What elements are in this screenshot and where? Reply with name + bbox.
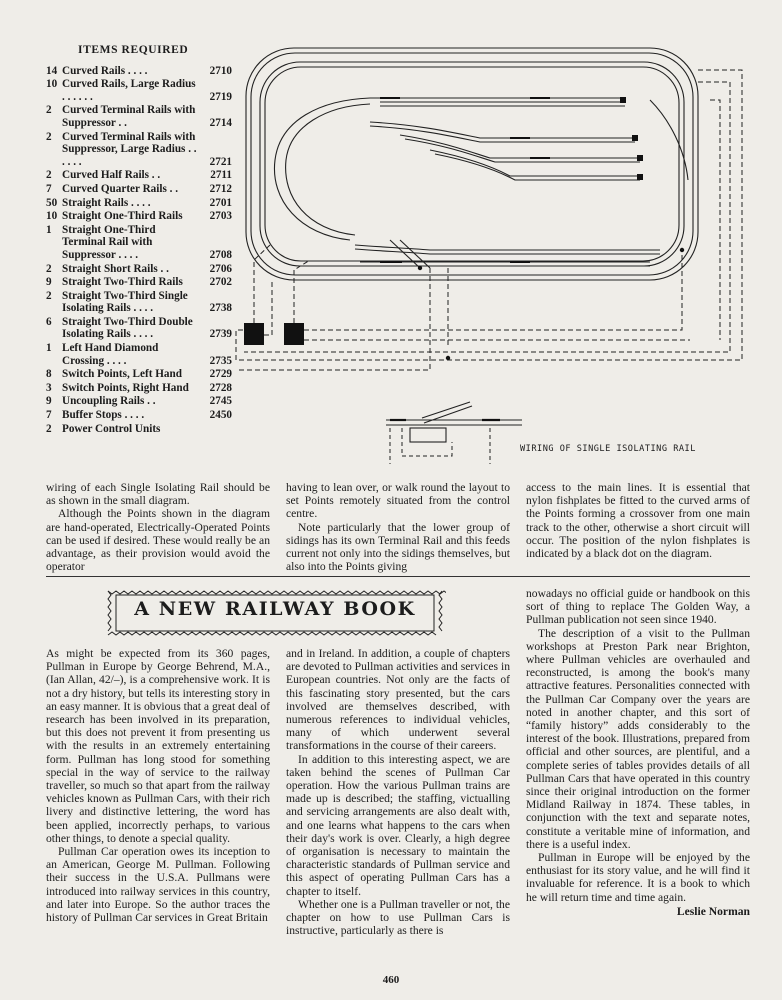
item-row bbox=[46, 78, 232, 103]
paragraph: Note particularly that the lower group of sidings has its own Terminal Rail and this feeds current not only into the sidings themselves, but also into the Points giving bbox=[286, 520, 510, 574]
item-num: 2710 bbox=[209, 64, 232, 77]
intro-column-3 bbox=[526, 481, 750, 560]
item-num: 2701 bbox=[209, 196, 232, 209]
items-required-heading: ITEMS REQUIRED bbox=[78, 44, 189, 56]
item-row bbox=[46, 169, 232, 182]
item-row bbox=[46, 183, 232, 196]
item-num: 2708 bbox=[209, 248, 232, 261]
paragraph: access to the main lines. It is essential that nylon fishplates be fitted to the curved arms of the Points forming a crossover from one main track to the other, otherwise a short circuit will occur. The position of the nylon fishplates is indicated by a black dot on the diagram. bbox=[526, 481, 750, 561]
item-desc: Left Hand Diamond Crossing . . . . bbox=[62, 342, 159, 367]
item-row bbox=[46, 263, 232, 276]
paragraph: having to lean over, or walk round the layout to set Points remotely situated from the control centre. bbox=[286, 481, 510, 521]
item-qty: 2 bbox=[46, 262, 52, 275]
item-desc: Straight Two-Third Double Isolating Rails . . . . bbox=[62, 315, 193, 341]
item-row bbox=[46, 316, 232, 341]
item-qty: 9 bbox=[46, 395, 52, 408]
item-qty: 1 bbox=[46, 223, 52, 236]
items-list bbox=[46, 65, 232, 436]
item-qty: 2 bbox=[46, 422, 52, 435]
item-qty: 7 bbox=[46, 409, 52, 422]
item-desc: Straight One-Third Terminal Rail with Suppressor . . . . bbox=[62, 223, 156, 261]
item-row bbox=[46, 290, 232, 315]
item-num: 2739 bbox=[209, 328, 232, 341]
item-desc: Straight One-Third Rails bbox=[62, 210, 183, 223]
intro-column-2 bbox=[286, 481, 510, 573]
item-num: 2712 bbox=[209, 182, 232, 195]
paragraph: Although the Points shown in the diagram are hand-operated, Electrically-Operated Points can be used if desired. These would really be an advantage, as their provision would avoid the operator bbox=[46, 507, 270, 574]
author-signature: Leslie Norman bbox=[676, 904, 750, 918]
item-row bbox=[46, 210, 232, 223]
item-row bbox=[46, 104, 232, 129]
section-divider bbox=[46, 576, 750, 577]
item-desc: Power Control Units bbox=[62, 422, 161, 435]
small-diagram-caption: WIRING OF SINGLE ISOLATING RAIL bbox=[520, 444, 696, 454]
article-column-2 bbox=[286, 647, 510, 937]
item-row bbox=[46, 131, 232, 169]
item-row bbox=[46, 276, 232, 289]
item-qty: 8 bbox=[46, 368, 52, 381]
paragraph: In addition to this interesting aspect, we are taken behind the scenes of Pullman Car operation. How the various Pullman trains are made up is described; the staffing, victualling and servicing arrangements are also dealt with, and one learns what happens to the cars when their day's work is over. Clearly, a high degree of organisation is necessary to maintain the characteristic standards of Pullman service and this aspect of operating Pullman Cars has a chapter to itself. bbox=[286, 752, 510, 898]
article-column-1 bbox=[46, 647, 270, 924]
intro-column-1 bbox=[46, 481, 270, 573]
paragraph: Pullman Car operation owes its inception to an American, George M. Pullman. Following their success in the U.S.A. Pullmans were introduced into railway services in this country, and later into Europe. So the author traces the history of Pullman Car services in Great Britain bbox=[46, 845, 270, 925]
item-num: 2714 bbox=[209, 116, 232, 129]
power-control-unit-1 bbox=[244, 323, 264, 345]
item-row bbox=[46, 409, 232, 422]
item-num: 2738 bbox=[209, 302, 232, 315]
item-row bbox=[46, 395, 232, 408]
item-desc: Straight Rails . . . . bbox=[62, 196, 151, 209]
item-desc: Uncoupling Rails . . bbox=[62, 395, 156, 408]
item-qty: 2 bbox=[46, 130, 52, 143]
item-num: 2735 bbox=[209, 354, 232, 367]
item-num: 2729 bbox=[209, 368, 232, 381]
item-num: 2702 bbox=[209, 276, 232, 289]
item-desc: Curved Half Rails . . bbox=[62, 169, 161, 182]
paragraph: wiring of each Single Isolating Rail should be as shown in the small diagram. bbox=[46, 481, 270, 508]
item-num: 2719 bbox=[209, 90, 232, 103]
paragraph: Pullman in Europe will be enjoyed by the enthusiast for its story value, and he will find it invaluable for reference. It is a book to which he will return time and time again. bbox=[526, 851, 750, 904]
item-num: 2703 bbox=[209, 210, 232, 223]
item-desc: Straight Two-Third Rails bbox=[62, 276, 183, 289]
item-desc: Curved Terminal Rails with Suppressor . . bbox=[62, 104, 196, 129]
item-num: 2728 bbox=[209, 381, 232, 394]
item-qty: 6 bbox=[46, 315, 52, 328]
item-qty: 1 bbox=[46, 342, 52, 355]
item-desc: Switch Points, Left Hand bbox=[62, 368, 182, 381]
paragraph: As might be expected from its 360 pages, Pullman in Europe by George Behrend, M.A., (Ian Allan, 42/–), is a comprehensive work. It is not a dry history, but tells its interesting story in an easy manner. It is obvious that a great deal of research has been involved in its preparation, but this does not prevent it from presenting us with the results in an extremely entertaining form. Pullman has long stood for something special in the way of service to the railway traveller, so much so that apart from the railway vehicles known as Pullman Cars, with their rich livery and distinctive lettering, the word has been applied, incorrectly perhaps, to various other things, to denote a special quality. bbox=[46, 647, 270, 845]
item-desc: Straight Short Rails . . bbox=[62, 262, 169, 275]
item-desc: Straight Two-Third Single Isolating Rails . . . . bbox=[62, 289, 188, 315]
item-qty: 9 bbox=[46, 276, 52, 289]
item-desc: Curved Terminal Rails with Suppressor, Large Radius . . . . . . bbox=[62, 130, 197, 168]
isolating-rail-wiring-diagram bbox=[382, 398, 527, 468]
item-row bbox=[46, 368, 232, 381]
item-row bbox=[46, 65, 232, 78]
paragraph: and in Ireland. In addition, a couple of chapters are devoted to Pullman activities and services in European countries. Not only are the facts of this fascinating story presented, but the cars involved are themselves described, with numerous references to individual vehicles, many of which underwent several transformations in the course of their careers. bbox=[286, 647, 510, 753]
item-qty: 7 bbox=[46, 182, 52, 195]
item-row bbox=[46, 382, 232, 395]
power-control-unit-2 bbox=[284, 323, 304, 345]
item-num: 2711 bbox=[210, 169, 232, 182]
track-layout-diagram bbox=[230, 40, 760, 380]
item-row bbox=[46, 224, 232, 262]
item-num: 2450 bbox=[209, 409, 232, 422]
page-number: 460 bbox=[382, 974, 400, 986]
item-row bbox=[46, 197, 232, 210]
paragraph: Whether one is a Pullman traveller or not, the chapter on how to use Pullman Cars is instructive, particularly as there is bbox=[286, 897, 510, 938]
article-title: A NEW RAILWAY BOOK bbox=[134, 598, 416, 620]
item-desc: Curved Rails . . . . bbox=[62, 64, 148, 77]
item-num: 2706 bbox=[209, 262, 232, 275]
item-qty: 14 bbox=[46, 64, 58, 77]
item-row bbox=[46, 342, 232, 367]
item-qty: 2 bbox=[46, 104, 52, 117]
item-qty: 3 bbox=[46, 381, 52, 394]
items-required-list bbox=[46, 44, 232, 436]
item-qty: 10 bbox=[46, 78, 58, 91]
item-qty: 2 bbox=[46, 289, 52, 302]
article-column-3 bbox=[526, 587, 750, 918]
item-qty: 50 bbox=[46, 196, 58, 209]
item-num: 2721 bbox=[209, 155, 232, 168]
item-desc: Buffer Stops . . . . bbox=[62, 409, 145, 422]
paragraph: nowadays no official guide or handbook on this sort of thing to replace The Golden Way, a Pullman publication not seen since 1940. bbox=[526, 587, 750, 627]
item-qty: 2 bbox=[46, 169, 52, 182]
paragraph: The description of a visit to the Pullman workshops at Preston Park near Brighton, where Pullman vehicles are overhauled and reconstructed, is among the book's many attractive features. Personalities connected with the Pullman Car Company over the years are noted in another chapter, and this sort of “family history” adds considerably to the interest of the book. Illustrations, prepared from official and other sources, are plentiful, and a complete series of tables provides details of all Pullman Cars that have operated in this country since their original introduction on the former Midland Railway in 1874. These tables, in conjunction with the text and separate notes, constitute a veritable mine of information, and there is a useful index. bbox=[526, 626, 750, 851]
item-desc: Curved Quarter Rails . . bbox=[62, 182, 179, 195]
item-desc: Curved Rails, Large Radius . . . . . . bbox=[62, 78, 196, 103]
item-row bbox=[46, 423, 232, 436]
item-num: 2745 bbox=[209, 395, 232, 408]
item-desc: Switch Points, Right Hand bbox=[62, 381, 189, 394]
item-qty: 10 bbox=[46, 210, 58, 223]
